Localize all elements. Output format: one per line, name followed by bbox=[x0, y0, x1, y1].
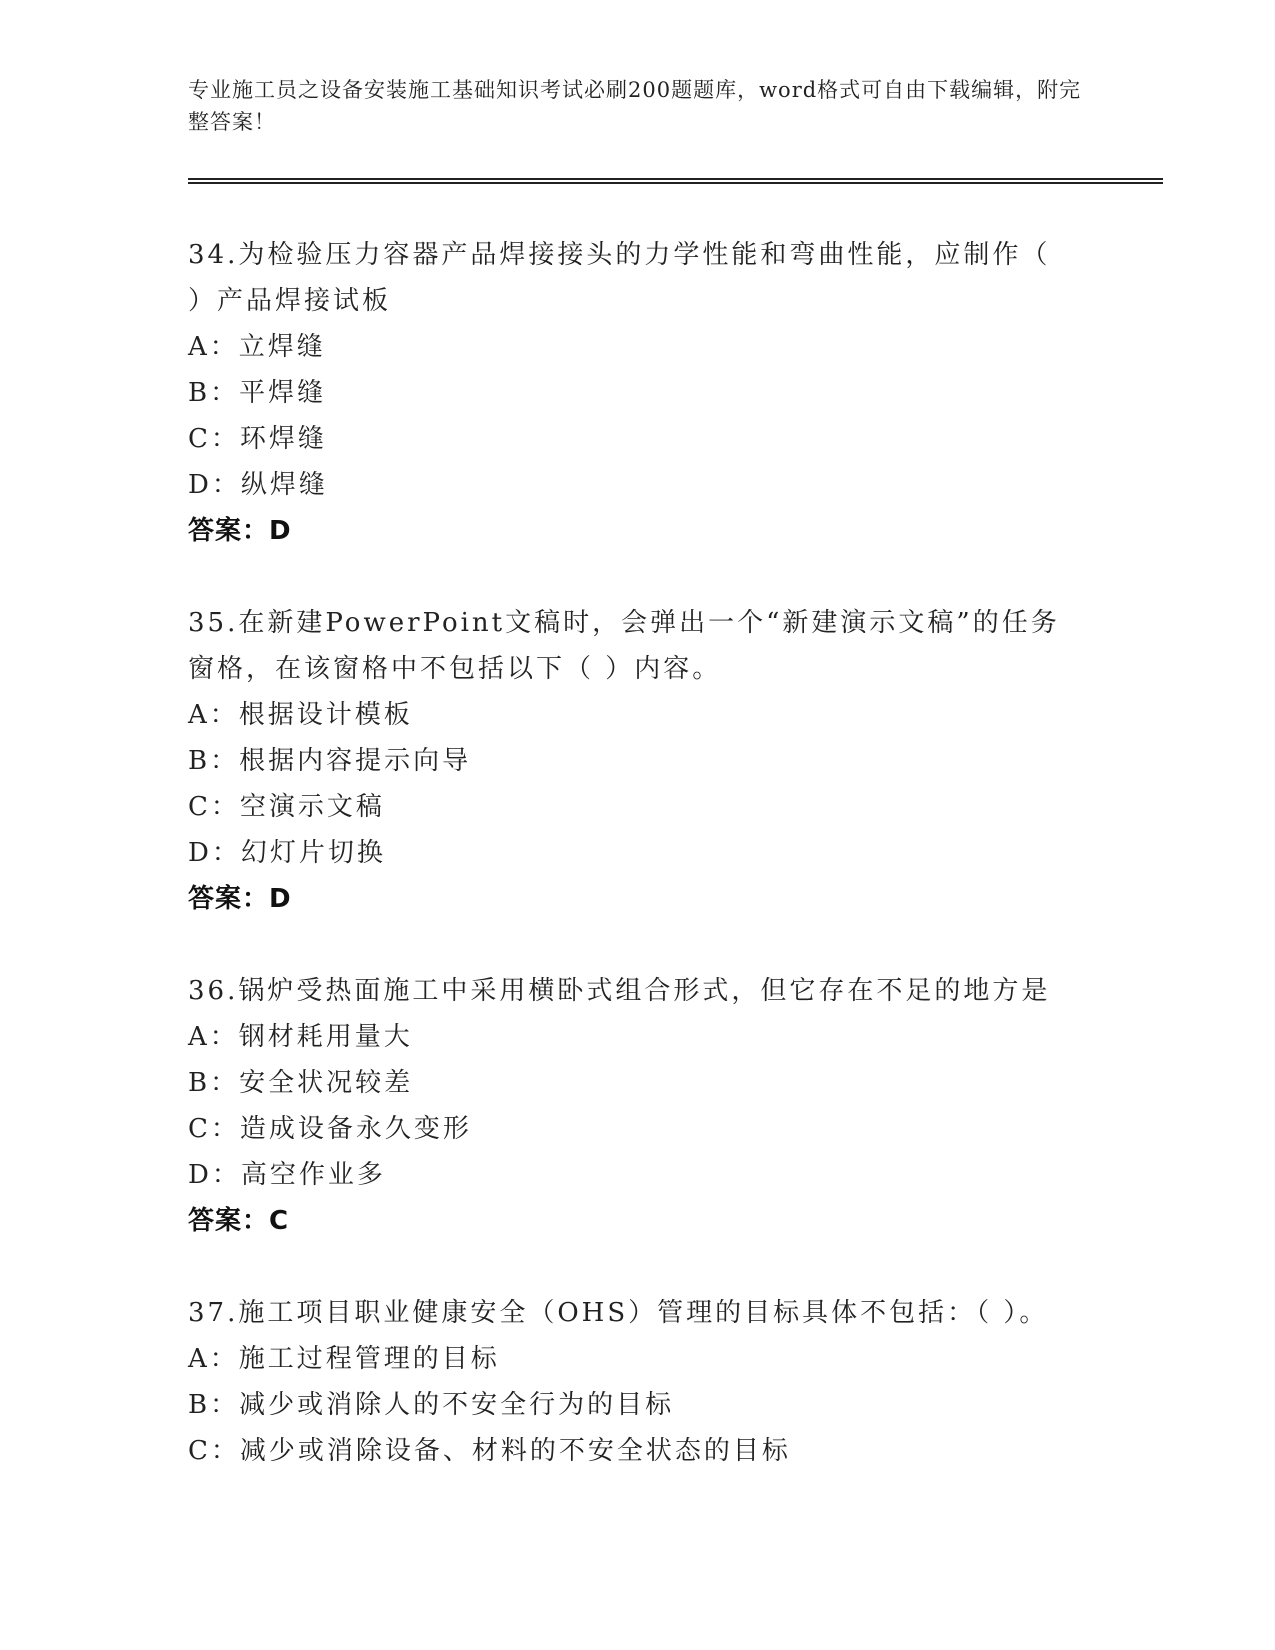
option-c: C：环焊缝 bbox=[188, 424, 327, 454]
header-divider bbox=[188, 178, 1163, 184]
question-stem: 37.施工项目职业健康安全（OHS）管理的目标具体不包括：（ ）。 bbox=[188, 1298, 1049, 1328]
option-d: D：高空作业多 bbox=[188, 1160, 386, 1190]
answer-line: 答案：D bbox=[188, 516, 292, 546]
option-b: B：根据内容提示向导 bbox=[188, 746, 472, 776]
question-36 bbox=[188, 968, 1088, 1244]
option-a: A：立焊缝 bbox=[188, 332, 326, 362]
question-35 bbox=[188, 600, 1088, 922]
option-a: A：钢材耗用量大 bbox=[188, 1022, 413, 1052]
question-list bbox=[188, 232, 1088, 1474]
option-d: D：纵焊缝 bbox=[188, 470, 328, 500]
question-stem: 34.为检验压力容器产品焊接接头的力学性能和弯曲性能，应制作（ ）产品焊接试板 bbox=[188, 240, 1051, 316]
question-stem: 35.在新建PowerPoint文稿时，会弹出一个“新建演示文稿”的任务窗格，在该窗格中不包括以下（ ）内容。 bbox=[188, 608, 1060, 684]
option-d: D：幻灯片切换 bbox=[188, 838, 386, 868]
question-stem: 36.锅炉受热面施工中采用横卧式组合形式，但它存在不足的地方是 bbox=[188, 976, 1051, 1006]
answer-line: 答案：D bbox=[188, 884, 292, 914]
question-34 bbox=[188, 232, 1088, 554]
option-b: B：平焊缝 bbox=[188, 378, 327, 408]
question-37 bbox=[188, 1290, 1088, 1474]
option-b: B：减少或消除人的不安全行为的目标 bbox=[188, 1390, 675, 1420]
option-b: B：安全状况较差 bbox=[188, 1068, 414, 1098]
document-header: 专业施工员之设备安装施工基础知识考试必刷200题题库，word格式可自由下载编辑，附完整答案！ bbox=[188, 78, 1082, 134]
option-a: A：施工过程管理的目标 bbox=[188, 1344, 500, 1374]
option-c: C：减少或消除设备、材料的不安全状态的目标 bbox=[188, 1436, 791, 1466]
option-c: C：造成设备永久变形 bbox=[188, 1114, 472, 1144]
option-c: C：空演示文稿 bbox=[188, 792, 385, 822]
answer-line: 答案：C bbox=[188, 1206, 290, 1236]
option-a: A：根据设计模板 bbox=[188, 700, 413, 730]
